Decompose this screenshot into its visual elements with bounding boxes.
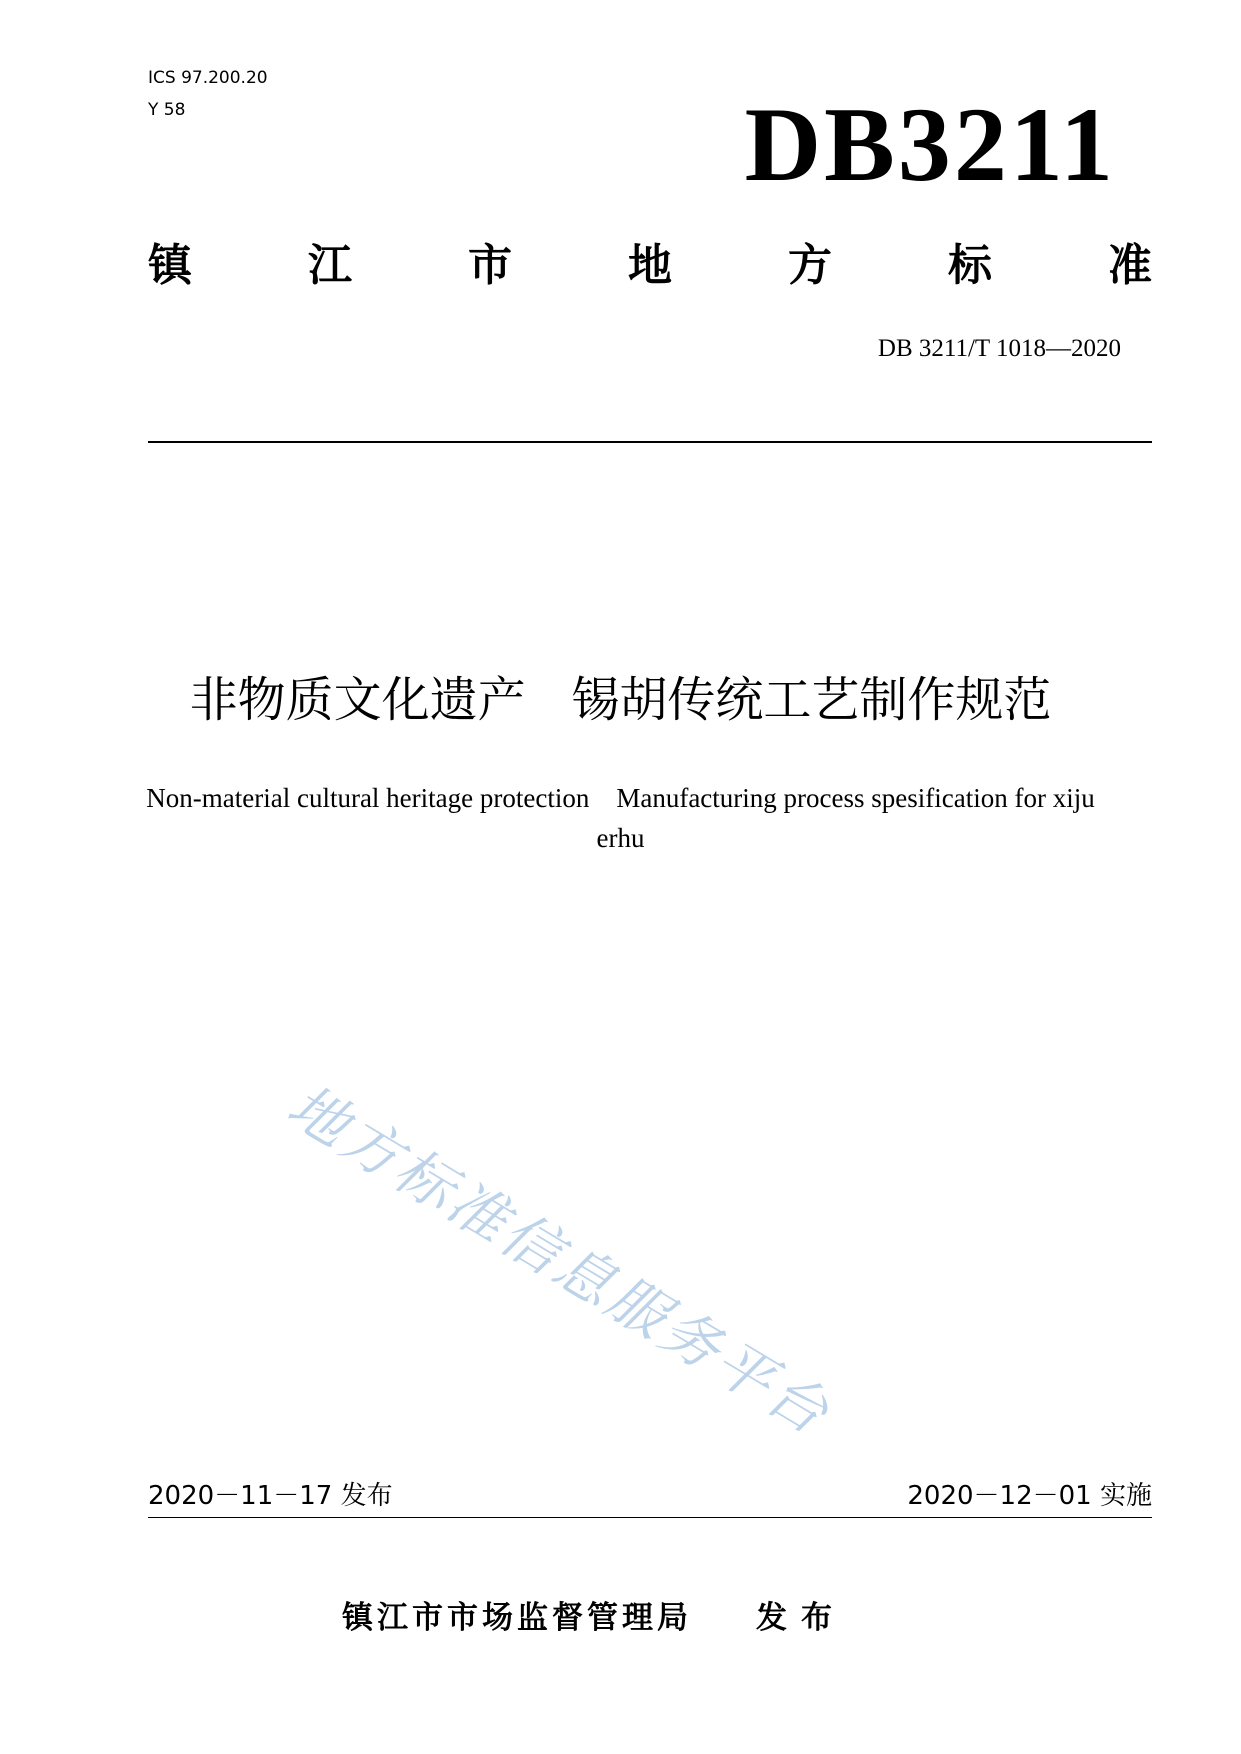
standard-type-char: 镇: [148, 240, 192, 291]
title-english: Non-material cultural heritage protection Manufacturing process spesification for xiju erhu: [146, 783, 1102, 853]
dates-row: [148, 1478, 1152, 1514]
standard-type-label: [148, 240, 1152, 292]
standard-type-char: 地: [628, 240, 672, 291]
standard-number: DB 3211/T 1018—2020: [877, 335, 1121, 362]
header-divider: [148, 441, 1152, 443]
publisher-action: 发布: [756, 1600, 846, 1636]
standard-type-char: 标: [948, 240, 992, 291]
implementation-date: 2020－12－01 实施: [907, 1481, 1152, 1511]
standard-type-char: 方: [788, 240, 832, 291]
watermark: 地方标准信息服务平台: [276, 1071, 843, 1449]
title-chinese: 非物质文化遗产 锡胡传统工艺制作规范: [189, 672, 1052, 728]
publisher-organization: 镇江市市场监督管理局: [342, 1600, 692, 1636]
standard-code: DB3211: [744, 86, 1116, 203]
release-date: 2020－11－17 发布: [148, 1481, 393, 1511]
ics-code: ICS 97.200.20: [148, 68, 268, 88]
publisher-line: [342, 1592, 846, 1637]
standard-type-char: 准: [1108, 240, 1152, 291]
standard-type-char: 江: [308, 240, 352, 291]
standard-type-char: 市: [468, 240, 512, 291]
footer-divider: [148, 1517, 1152, 1518]
classification-codes: [148, 62, 268, 126]
ccs-code: Y 58: [148, 100, 186, 120]
